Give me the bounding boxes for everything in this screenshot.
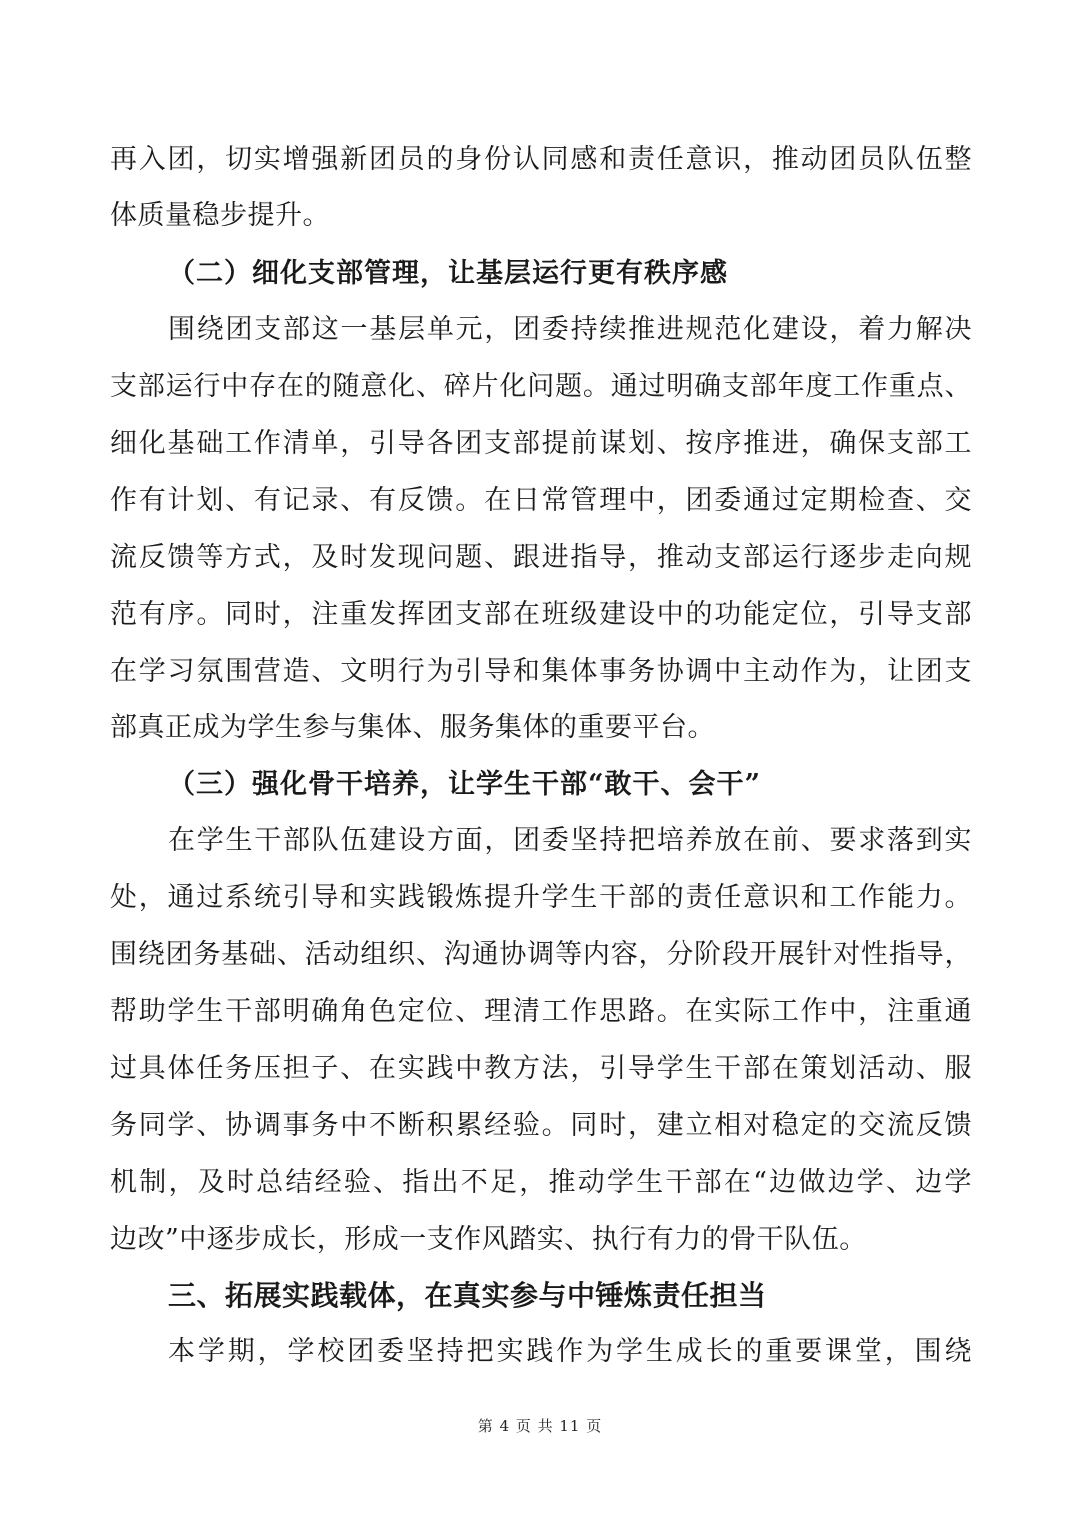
body-text-line: 在学习氛围营造、文明行为引导和集体事务协调中主动作为，让团支 xyxy=(110,656,972,687)
body-text-line: 细化基础工作清单，引导各团支部提前谋划、按序推进，确保支部工 xyxy=(110,428,972,459)
body-text-line: 再入团，切实增强新团员的身份认同感和责任意识，推动团员队伍整 xyxy=(110,144,972,175)
body-text-line: 在学生干部队伍建设方面，团委坚持把培养放在前、要求落到实 xyxy=(168,825,972,856)
page-number-footer: 第 4 页 共 11 页 xyxy=(477,1417,603,1435)
body-text-line: 机制，及时总结经验、指出不足，推动学生干部在“边做边学、边学 xyxy=(110,1167,972,1198)
body-text-line: 帮助学生干部明确角色定位、理清工作思路。在实际工作中，注重通 xyxy=(110,996,972,1027)
body-text-line: 处，通过系统引导和实践锻炼提升学生干部的责任意识和工作能力。 xyxy=(110,882,972,913)
body-text-line: 过具体任务压担子、在实践中教方法，引导学生干部在策划活动、服 xyxy=(110,1053,972,1084)
body-text-line: 支部运行中存在的随意化、碎片化问题。通过明确支部年度工作重点、 xyxy=(110,371,972,402)
section-heading-3: 三、拓展实践载体，在真实参与中锤炼责任担当 xyxy=(168,1279,767,1312)
body-text-line: 围绕团支部这一基层单元，团委持续推进规范化建设，着力解决 xyxy=(168,314,972,345)
body-text-line: 部真正成为学生参与集体、服务集体的重要平台。 xyxy=(110,712,715,743)
body-text-line: 作有计划、有记录、有反馈。在日常管理中，团委通过定期检查、交 xyxy=(110,485,972,516)
body-text-line: 范有序。同时，注重发挥团支部在班级建设中的功能定位，引导支部 xyxy=(110,599,972,630)
body-text-line: 边改”中逐步成长，形成一支作风踏实、执行有力的骨干队伍。 xyxy=(110,1224,867,1255)
body-text-line: 流反馈等方式，及时发现问题、跟进指导，推动支部运行逐步走向规 xyxy=(110,542,972,573)
body-text-line: 本学期，学校团委坚持把实践作为学生成长的重要课堂，围绕 xyxy=(168,1336,972,1367)
body-text-line: 体质量稳步提升。 xyxy=(110,200,330,231)
subheading-2: （二）细化支部管理，让基层运行更有秩序感 xyxy=(168,258,728,289)
body-text-line: 围绕团务基础、活动组织、沟通协调等内容，分阶段开展针对性指导， xyxy=(110,939,972,970)
body-text-line: 务同学、协调事务中不断积累经验。同时，建立相对稳定的交流反馈 xyxy=(110,1110,972,1141)
subheading-3: （三）强化骨干培养，让学生干部“敢干、会干” xyxy=(168,769,762,800)
